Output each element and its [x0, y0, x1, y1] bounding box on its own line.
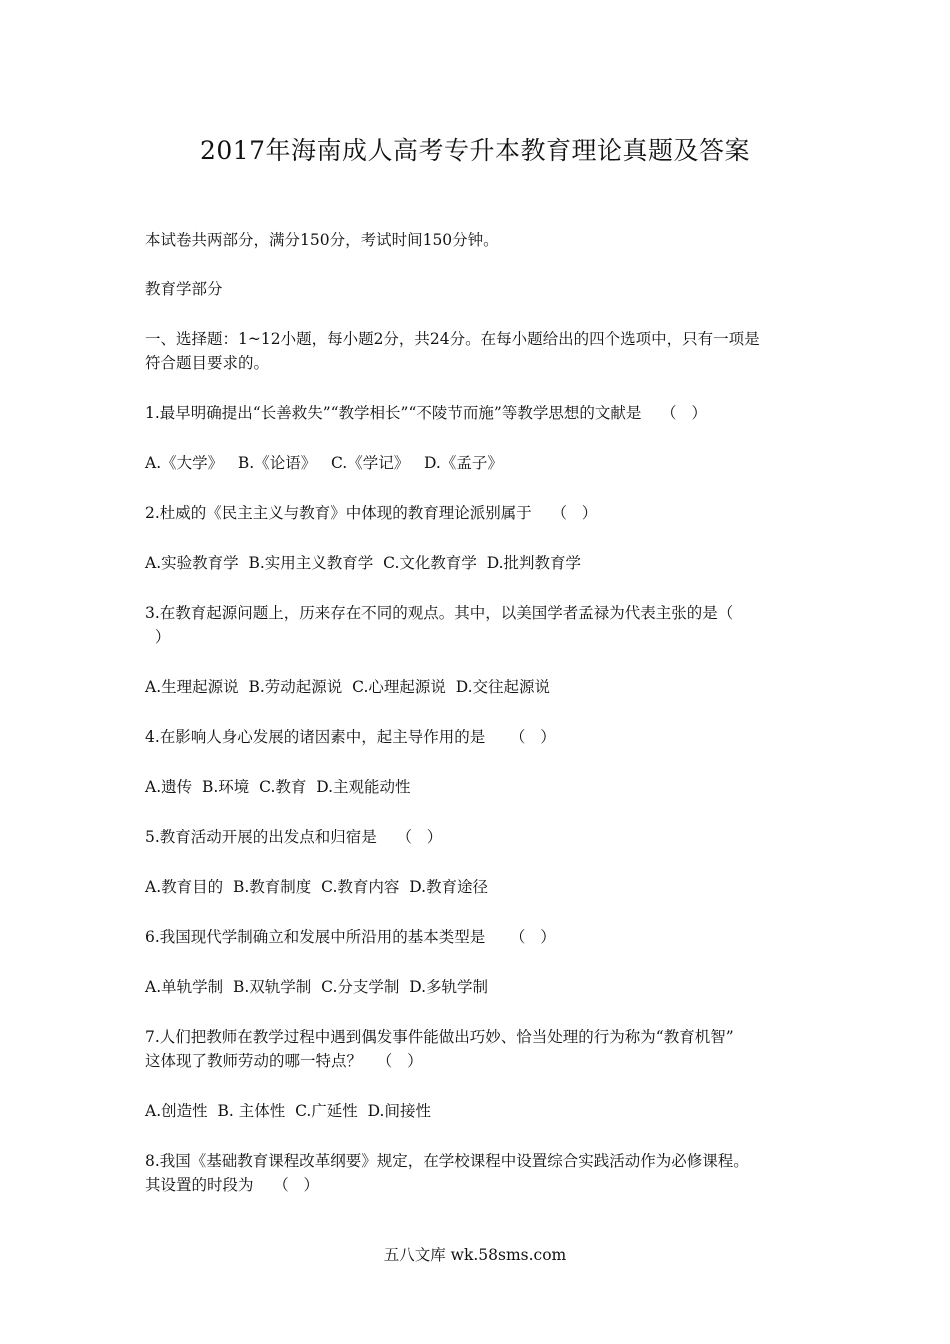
question-2-stem: 2.杜威的《民主主义与教育》中体现的教育理论派别属于 （ ）	[145, 504, 598, 522]
part-heading: 教育学部分	[145, 280, 223, 298]
exam-intro: 本试卷共两部分，满分150分，考试时间150分钟。	[145, 231, 499, 249]
question-7-stem: 7.人们把教师在教学过程中遇到偶发事件能做出巧妙、恰当处理的行为称为“教育机智”	[145, 1028, 734, 1046]
document-title: 2017年海南成人高考专升本教育理论真题及答案	[199, 136, 751, 165]
question-2-options: A.实验教育学 B.实用主义教育学 C.文化教育学 D.批判教育学	[145, 554, 582, 572]
question-1-stem: 1.最早明确提出“长善救失”“教学相长”“不陵节而施”等教学思想的文献是 （ ）	[145, 404, 707, 422]
question-8-stem: 8.我国《基础教育课程改革纲要》规定，在学校课程中设置综合实践活动作为必修课程。	[145, 1152, 749, 1170]
question-5-stem: 5.教育活动开展的出发点和归宿是 （ ）	[145, 828, 443, 846]
question-6-options: A.单轨学制 B.双轨学制 C.分支学制 D.多轨学制	[145, 978, 489, 996]
section-instructions-line2: 符合题目要求的。	[145, 354, 270, 372]
question-5-options: A.教育目的 B.教育制度 C.教育内容 D.教育途径	[145, 878, 489, 896]
section-instructions-line1: 一、选择题：1~12小题，每小题2分，共24分。在每小题给出的四个选项中，只有一项是	[145, 330, 760, 348]
question-4-options: A.遗传 B.环境 C.教育 D.主观能动性	[145, 778, 411, 796]
question-4-stem: 4.在影响人身心发展的诸因素中，起主导作用的是 （ ）	[145, 728, 556, 746]
page-footer-watermark: 五八文库 wk.58sms.com	[383, 1246, 567, 1264]
question-3-options: A.生理起源说 B.劳动起源说 C.心理起源说 D.交往起源说	[145, 678, 551, 696]
question-3-stem-cont: ）	[145, 628, 171, 646]
question-8-stem-cont: 其设置的时段为 （ ）	[145, 1176, 319, 1194]
question-6-stem: 6.我国现代学制确立和发展中所沿用的基本类型是 （ ）	[145, 928, 556, 946]
question-3-stem: 3.在教育起源问题上，历来存在不同的观点。其中，以美国学者孟禄为代表主张的是（	[145, 604, 734, 622]
question-7-stem-cont: 这体现了教师劳动的哪一特点？ （ ）	[145, 1052, 423, 1070]
question-1-options: A.《大学》 B.《论语》 C.《学记》 D.《孟子》	[145, 454, 503, 472]
question-7-options: A.创造性 B. 主体性 C.广延性 D.间接性	[145, 1102, 431, 1120]
